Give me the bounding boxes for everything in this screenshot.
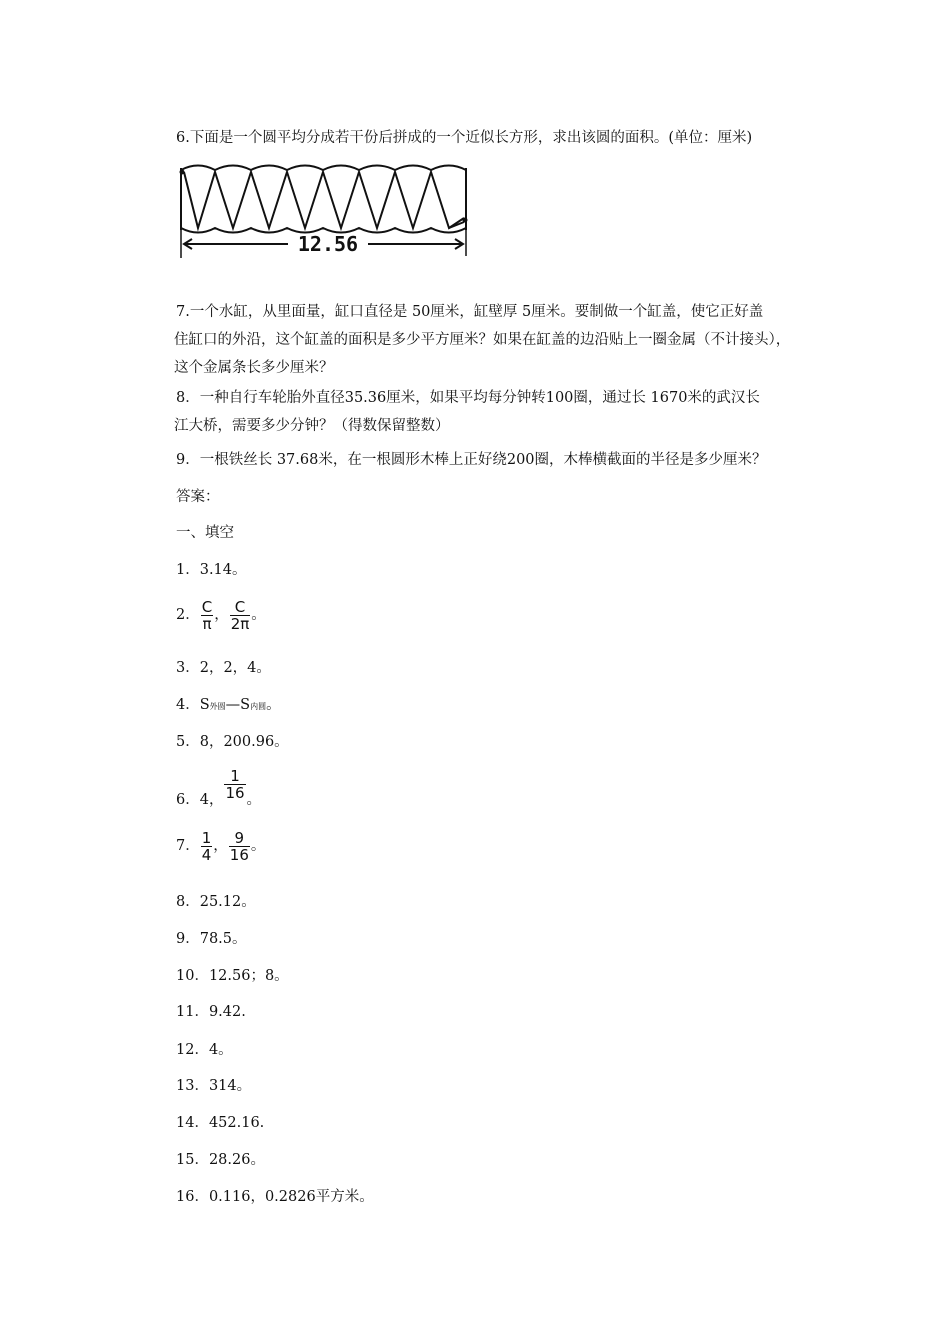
question-8-line-1: 8．一种自行车轮胎外直径35.36厘米，如果平均每分钟转100圈，通过长 1670米的武汉长 xyxy=(176,390,760,406)
fraction-denominator: 4 xyxy=(201,845,212,864)
answer-4-sub-outer: 外圆 xyxy=(209,702,226,711)
question-8 xyxy=(176,384,816,440)
answer-4-prefix: 4．S xyxy=(176,697,210,713)
answer-7 xyxy=(176,829,265,863)
answer-5: 5．8，200.96。 xyxy=(176,734,289,750)
question-7-line-1: 7.一个水缸，从里面量，缸口直径是 50厘米，缸壁厚 5厘米。要制做一个缸盖，使它正好盖 xyxy=(176,304,764,320)
answer-4-suffix: 。 xyxy=(266,697,281,713)
fraction-numerator: C xyxy=(230,599,251,616)
fraction-numerator: 1 xyxy=(224,768,245,785)
answer-1: 1．3.14。 xyxy=(176,562,247,578)
fraction-9-over-16 xyxy=(229,830,250,863)
answer-title: 答案： xyxy=(176,489,220,505)
answer-7-sep: ， xyxy=(213,838,228,854)
answer-2-prefix: 2． xyxy=(176,607,200,623)
fraction-1-over-4 xyxy=(201,830,213,863)
answer-3: 3．2，2，4。 xyxy=(176,660,271,676)
answer-4-sub-inner: 内圆 xyxy=(250,702,267,711)
answer-12: 12．4。 xyxy=(176,1042,233,1058)
fraction-c-over-2pi xyxy=(230,599,251,632)
answer-11: 11．9.42. xyxy=(176,1004,246,1020)
answer-7-suffix: 。 xyxy=(250,838,266,854)
answer-15: 15．28.26。 xyxy=(176,1152,265,1168)
answer-6-suffix: 。 xyxy=(246,792,262,808)
dimension-label: 12.56 xyxy=(297,232,359,256)
section-title: 一、填空 xyxy=(176,525,234,541)
answer-10: 10．12.56；8。 xyxy=(176,968,289,984)
answer-13: 13．314。 xyxy=(176,1078,252,1094)
fraction-denominator: 2π xyxy=(230,614,250,633)
answer-16: 16．0.116，0.2826平方米。 xyxy=(176,1189,374,1205)
answer-6 xyxy=(176,768,261,817)
answer-2 xyxy=(176,598,266,632)
answer-6-prefix: 6．4， xyxy=(176,792,224,808)
answer-4-mid: —S xyxy=(225,697,251,713)
question-7 xyxy=(176,298,816,382)
fraction-numerator: C xyxy=(201,597,213,616)
question-7-line-2: 住缸口的外沿，这个缸盖的面积是多少平方厘米？如果在缸盖的边沿贴上一圈金属（不计接头）， xyxy=(174,332,791,348)
fraction-denominator: π xyxy=(202,614,212,633)
answer-9: 9．78.5。 xyxy=(176,931,247,947)
answer-8: 8．25.12。 xyxy=(176,894,256,910)
question-6: 6.下面是一个圆平均分成若干份后拼成的一个近似长方形，求出该圆的面积。(单位：厘米) xyxy=(176,130,753,146)
answer-14: 14．452.16. xyxy=(176,1115,265,1131)
fraction-denominator: 16 xyxy=(225,784,245,802)
question-7-line-3: 这个金属条长多少厘米？ xyxy=(174,360,334,376)
circle-sector-rectangle-figure xyxy=(176,158,471,262)
answer-4 xyxy=(176,695,281,717)
question-8-line-2: 江大桥，需要多少分钟？（得数保留整数） xyxy=(174,418,450,434)
answer-2-sep: ， xyxy=(214,607,229,623)
answer-7-prefix: 7． xyxy=(176,838,200,854)
fraction-c-over-pi xyxy=(201,599,213,632)
fraction-denominator: 16 xyxy=(229,845,249,864)
question-9: 9．一根铁丝长 37.68米，在一根圆形木棒上正好绕200圈，木棒横截面的半径是多少厘米？ xyxy=(176,452,767,468)
answer-2-suffix: 。 xyxy=(251,607,266,623)
sector-diagram xyxy=(176,158,471,262)
fraction-numerator: 9 xyxy=(229,830,250,847)
fraction-1-over-16 xyxy=(224,768,245,801)
fraction-numerator: 1 xyxy=(201,828,212,847)
